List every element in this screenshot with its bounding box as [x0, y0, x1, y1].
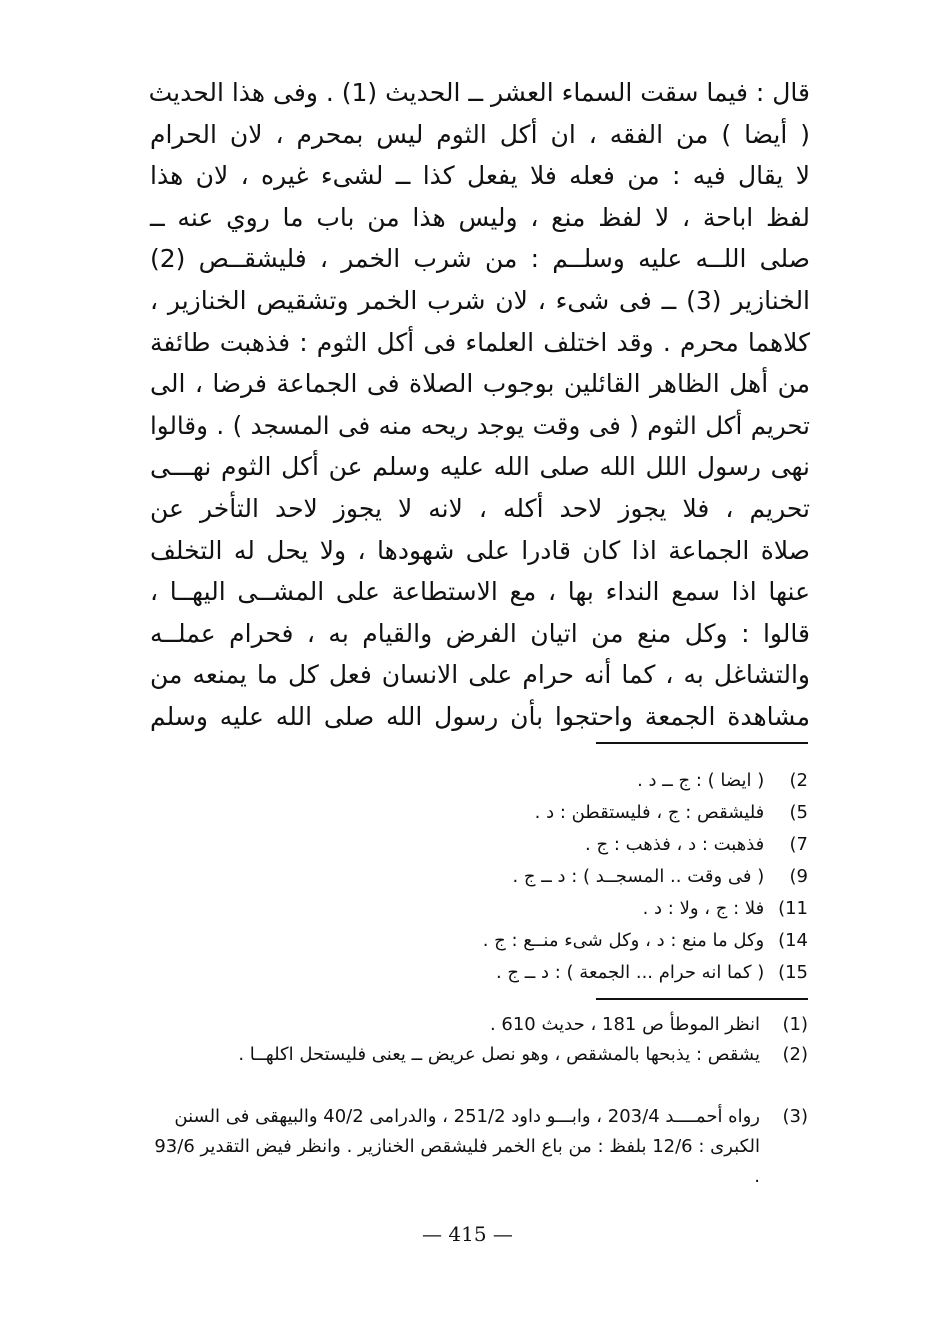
variant-number: 15) — [778, 962, 808, 983]
variant-number: 2) — [789, 770, 808, 791]
variant-text: وكل ما منع : د ، وكل شىء منــع : ج . — [482, 930, 765, 951]
variant-text: ( كما انه حرام ... الجمعة ) : د ــ ج . — [495, 962, 765, 983]
body-line: صلى اللــه عليه وسلــم : من شرب الخمر ، فليشقــص (2) — [150, 244, 810, 274]
variant-number: 14) — [778, 930, 808, 951]
footnote — [148, 1010, 808, 1040]
body-line: قالوا : وكل منع من اتيان الفرض والقيام به ، فحرام عملــه — [150, 618, 810, 648]
footnote-divider — [596, 998, 808, 1000]
footnote — [148, 1102, 808, 1192]
body-line: لفظ اباحة ، لا لفظ منع ، وليس هذا من باب ما روي عنه ــ — [150, 202, 810, 232]
body-line: الخنازير (3) ــ فى شىء ، لان شرب الخمر وتشقيص الخنازير ، — [150, 285, 811, 315]
footnote-number: (3) — [782, 1106, 808, 1127]
body-line: عنها اذا سمع النداء بها ، مع الاستطاعة على المشــى اليهــا ، — [150, 577, 810, 607]
variant-text: فذهبت : د ، فذهب : ج . — [585, 834, 765, 855]
body-line: نهى رسول اللل الله صلى الله عليه وسلم عن أكل الثوم نهـــى — [150, 452, 810, 482]
body-line: تحريم أكل الثوم ( فى وقت يوجد ريحه منه فى المسجد ) . وقالوا — [150, 410, 810, 440]
footnote-divider — [596, 742, 808, 744]
footnote-number: (2) — [782, 1044, 808, 1065]
variant-note — [637, 765, 808, 797]
body-line: لا يقال فيه : من فعله فلا يفعل كذا ــ لشىء غيره ، لان هذا — [150, 161, 810, 191]
footnote-number: (1) — [782, 1014, 808, 1035]
body-line: كلاهما محرم . وقد اختلف العلماء فى أكل الثوم : فذهبت طائفة — [150, 327, 810, 357]
variant-number: 7) — [789, 834, 808, 855]
footnote-text: رواه أحمــــد 203/4 ، وابـــو داود 251/2 ، والدرامى 40/2 والبيهقى فى السنن الكبرى : 12/6 بلفظ : من باع الخمر فليشقص الخنازير . وانظر فيض التقدير 93/6 . — [154, 1106, 760, 1187]
body-line: ( أيضا ) من الفقه ، ان أكل الثوم ليس بمحرم ، لان الحرام — [150, 119, 810, 149]
body-line: والتشاغل به ، كما أنه حرام على الانسان فعل كل ما يمنعه من — [150, 660, 810, 690]
variant-note — [483, 925, 808, 957]
variant-note — [643, 893, 808, 925]
variant-number: 5) — [789, 802, 808, 823]
body-line: تحريم ، فلا يجوز لاحد أكله ، لانه لا يجوز لاحد التأخر عن — [150, 493, 810, 523]
body-line: صلاة الجماعة اذا كان قادرا على شهودها ، ولا يحل له التخلف — [150, 535, 810, 565]
footnote-text: انظر الموطأ ص 181 ، حديث 610 . — [489, 1014, 760, 1035]
variant-note — [512, 861, 808, 893]
page-number: — 415 — — [422, 1222, 513, 1246]
variant-text: ( فى وقت .. المسجــد ) : د ــ ج . — [512, 866, 765, 887]
body-text — [150, 72, 810, 738]
body-line: مشاهدة الجمعة واحتجوا بأن رسول الله صلى الله عليه وسلم — [150, 701, 810, 731]
body-line: قال : فيما سقت السماء العشر ــ الحديث (1) . وفى هذا الحديث — [148, 78, 810, 107]
variant-text: فلا : ج ، ولا : د . — [642, 898, 765, 919]
variant-text: فليشقص : ج ، فليستقطن : د . — [534, 802, 765, 823]
variant-note — [585, 829, 808, 861]
footnote-text: يشقص : يذبحها بالمشقص ، وهو نصل عريض ــ يعنى فليستحل اكلهــا . — [238, 1044, 760, 1065]
body-line: من أهل الظاهر القائلين بوجوب الصلاة فى الجماعة فرضا ، الى — [150, 369, 810, 399]
variant-note — [535, 797, 808, 829]
footnote — [148, 1040, 808, 1070]
variant-text: ( ايضا ) : ج ــ د . — [637, 770, 765, 791]
variant-number: 9) — [789, 866, 808, 887]
variant-note — [496, 957, 808, 989]
variant-number: 11) — [778, 898, 808, 919]
